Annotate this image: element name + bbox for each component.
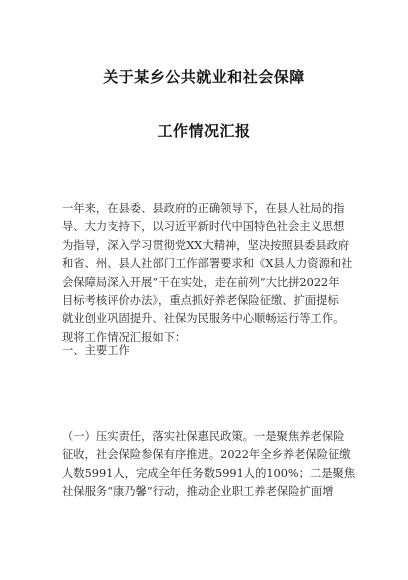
paragraph-line: （一）压实责任，落实社保惠民政策。一是聚焦养老保险 [62,430,345,443]
paragraph-line: 就业创业巩固提升、社保为民服务中心顺畅运行等工作。 [62,312,345,326]
paragraph-line: 社保服务“康乃馨”行动，推动企业职工养老保险扩面增 [62,485,334,499]
section-paragraph [62,428,356,502]
document-title-line-1: 关于某乡公共就业和社会保障 [103,68,305,86]
paragraph-line: 目标考核评价办法》，重点抓好养老保险征缴、扩面提标 [62,294,339,308]
intro-paragraph [62,200,352,347]
document-title-line-2: 工作情况汇报 [157,122,251,140]
paragraph-line: 现将工作情况汇报如下： [62,330,187,344]
section-heading: 一、主要工作 [62,344,130,357]
paragraph-line: 征收，社会保险参保有序推进。2022年全乡养老保险征缴 [62,448,351,462]
paragraph-line: 和省、州、县人社部门工作部署要求和《X县人力资源和社 [62,257,353,271]
paragraph-line: 会保障局深入开展“干在实处，走在前列”大比拼2022年 [62,275,340,289]
paragraph-line: 导、大力支持下，以习近平新时代中国特色社会主义思想 [62,220,345,234]
paragraph-line: 一年来，在县委、县政府的正确领导下，在县人社局的指 [62,202,345,215]
paragraph-line: 为指导，深入学习贯彻党XX大精神，坚决按照县委县政府 [62,238,350,252]
paragraph-line: 人数5991人，完成全年任务数5991人的100%；二是聚焦 [62,466,356,480]
